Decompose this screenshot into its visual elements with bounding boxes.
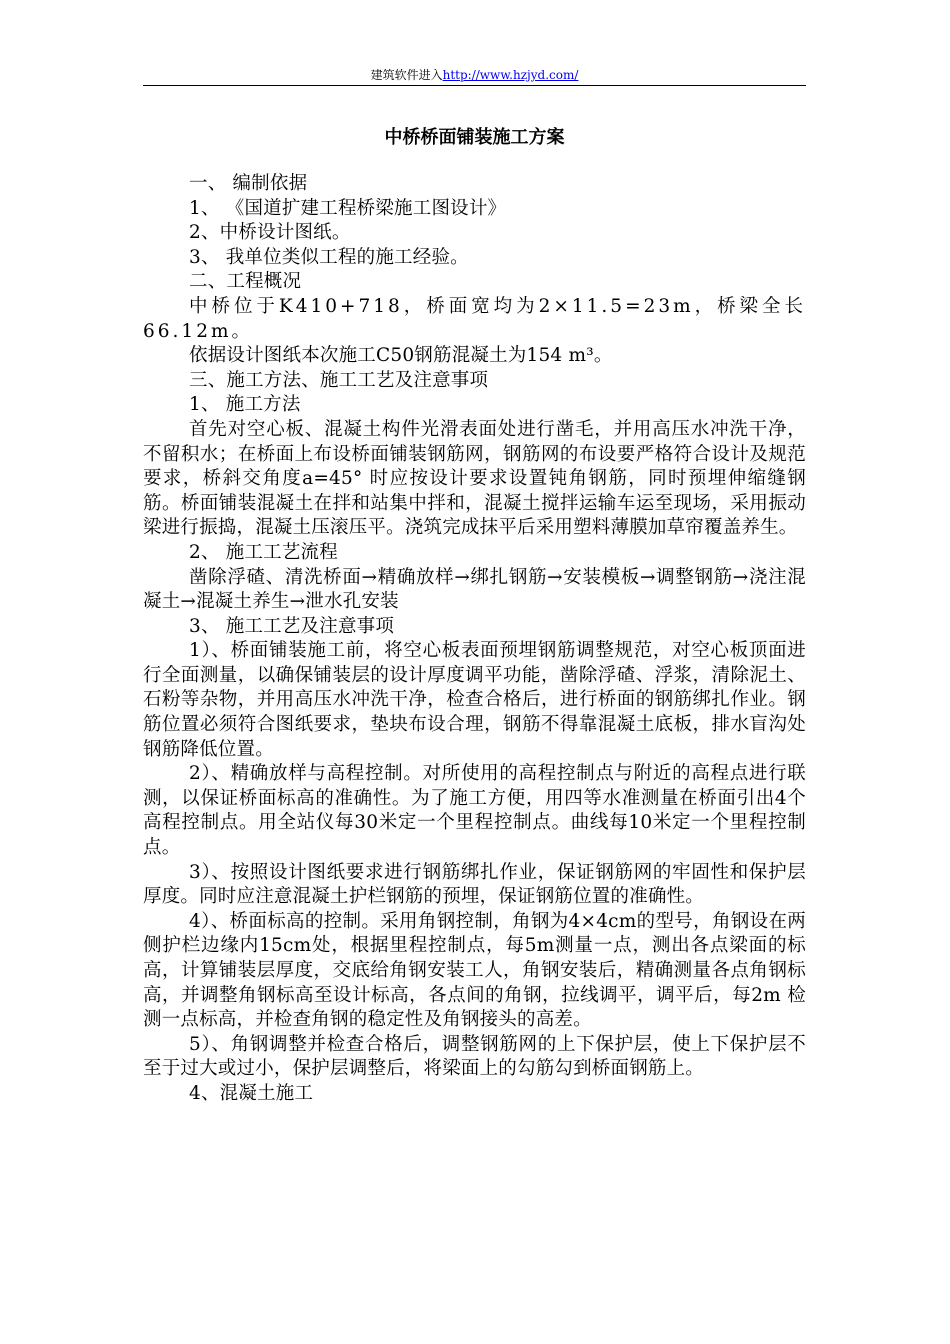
subsection-heading: 3、 施工工艺及注意事项 <box>189 615 395 637</box>
paragraph: 3）、按照设计图纸要求进行钢筋绑扎作业，保证钢筋网的牢固性和保护层厚度。同时应注意混凝土护栏钢筋的预埋，保证钢筋位置的准确性。 <box>143 861 806 908</box>
document-body <box>143 172 806 1107</box>
header-divider <box>143 85 806 86</box>
section-heading: 二、工程概况 <box>189 271 302 293</box>
paragraph: 2）、精确放样与高程控制。对所使用的高程控制点与附近的高程点进行联测，以保证桥面标高的准确性。为了施工方便，用四等水准测量在桥面引出4个高程控制点。用全站仪每30米定一个里程控制点。曲线每10米定一个里程控制点。 <box>143 763 806 859</box>
paragraph: 依据设计图纸本次施工C50钢筋混凝土为154 m³。 <box>189 345 613 367</box>
subsection-heading: 2、 施工工艺流程 <box>189 541 338 563</box>
subsection-heading: 4、混凝土施工 <box>189 1082 314 1104</box>
paragraph: 4）、桥面标高的控制。采用角钢控制，角钢为4×4cm的型号，角钢设在两侧护栏边缘内15cm处，根据里程控制点，每5m测量一点，测出各点梁面的标高，计算铺装层厚度，交底给角钢安装工人，角钢安装后，精确测量各点角钢标高，并调整角钢标高至设计标高，各点间的角钢，拉线调平，调平后，每2m 检测一点标高，并检查角钢的稳定性及角钢接头的高差。 <box>143 910 806 1031</box>
list-item: 3、 我单位类似工程的施工经验。 <box>189 246 469 268</box>
subsection-heading: 1、 施工方法 <box>189 394 301 416</box>
document-title: 中桥桥面铺装施工方案 <box>384 127 565 148</box>
header-prefix: 建筑软件进入 <box>370 68 443 82</box>
paragraph: 首先对空心板、混凝土构件光滑表面处进行凿毛，并用高压水冲洗干净，不留积水；在桥面上布设桥面铺装钢筋网，钢筋网的布设要严格符合设计及规范要求，桥斜交角度a=45° 时应按设计要求设置钝角钢筋，同时预埋伸缩缝钢筋。桥面铺装混凝土在拌和站集中拌和，混凝土搅拌运输车运至现场，采用振动梁进行振捣，混凝土压滚压平。浇筑完成抹平后采用塑料薄膜加草帘覆盖养生。 <box>143 418 806 539</box>
list-item: 1、 《国道扩建工程桥梁施工图设计》 <box>189 197 507 219</box>
paragraph: 5）、角钢调整并检查合格后，调整钢筋网的上下保护层，使上下保护层不至于过大或过小，保护层调整后，将梁面上的勾筋勾到桥面钢筋上。 <box>143 1033 806 1080</box>
paragraph: 1）、桥面铺装施工前，将空心板表面预埋钢筋调整规范，对空心板顶面进行全面测量，以确保铺装层的设计厚度调平功能，凿除浮碴、浮浆，清除泥土、石粉等杂物，并用高压水冲洗干净，检查合格后，进行桥面的钢筋绑扎作业。钢筋位置必须符合图纸要求，垫块布设合理，钢筋不得靠混凝土底板，排水盲沟处钢筋降低位置。 <box>143 640 806 760</box>
paragraph: 凿除浮碴、清洗桥面→精确放样→绑扎钢筋→安装模板→调整钢筋→浇注混凝土→混凝土养生→泄水孔安装 <box>143 566 806 613</box>
page-header <box>143 66 806 84</box>
list-item: 2、中桥设计图纸。 <box>189 222 351 244</box>
header-link[interactable]: http://www.hzjyd.com/ <box>442 68 579 82</box>
paragraph: 中桥位于K410+718，桥面宽均为2×11.5=23m，桥梁全长66.12m。 <box>143 295 806 342</box>
section-heading: 三、施工方法、施工工艺及注意事项 <box>189 369 489 391</box>
section-heading: 一、 编制依据 <box>189 173 308 194</box>
